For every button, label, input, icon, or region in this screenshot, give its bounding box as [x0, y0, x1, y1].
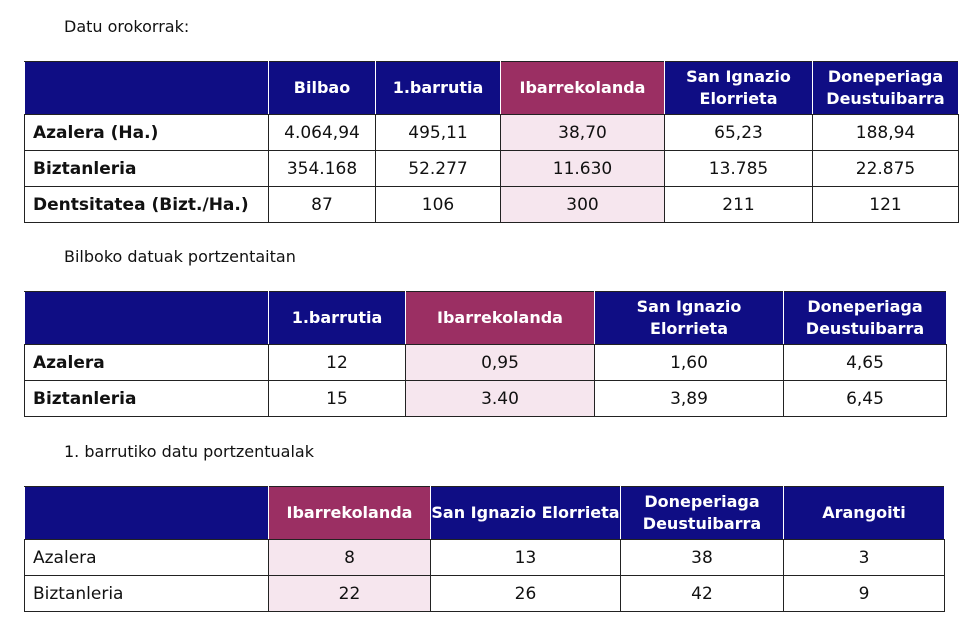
table-cell: 12	[269, 345, 406, 381]
table-cell: 8	[269, 540, 431, 576]
header-cell-empty	[25, 292, 269, 345]
table-cell: 15	[269, 381, 406, 417]
row-label: Dentsitatea (Bizt./Ha.)	[25, 187, 269, 223]
table-cell: 87	[269, 187, 376, 223]
header-cell-ibarrekolanda: Ibarrekolanda	[269, 487, 431, 540]
row-label: Biztanleria	[25, 151, 269, 187]
table-cell: 4,65	[784, 345, 947, 381]
row-label: Azalera (Ha.)	[25, 115, 269, 151]
header-cell-doneperiaga: Doneperiaga Deustuibarra	[813, 62, 959, 115]
table-row	[25, 345, 947, 381]
table-cell: 188,94	[813, 115, 959, 151]
table-cell: 121	[813, 187, 959, 223]
header-cell-bilbao: Bilbao	[269, 62, 376, 115]
table-cell: 22.875	[813, 151, 959, 187]
table-header-row	[25, 292, 947, 345]
table-cell: 52.277	[376, 151, 501, 187]
table-cell: 3.40	[406, 381, 595, 417]
table-cell: 38	[621, 540, 784, 576]
bilbao-percent-table	[24, 291, 947, 417]
table-cell: 38,70	[501, 115, 665, 151]
table-cell: 300	[501, 187, 665, 223]
header-cell-doneperiaga: Doneperiaga Deustuibarra	[784, 292, 947, 345]
table-row	[25, 151, 959, 187]
header-cell-barrutia: 1.barrutia	[376, 62, 501, 115]
table-cell: 65,23	[665, 115, 813, 151]
header-cell-barrutia: 1.barrutia	[269, 292, 406, 345]
row-label: Biztanleria	[25, 576, 269, 612]
header-cell-san-ignazio: San Ignazio Elorrieta	[665, 62, 813, 115]
table-cell: 211	[665, 187, 813, 223]
table-cell: 495,11	[376, 115, 501, 151]
header-cell-arangoiti: Arangoiti	[784, 487, 945, 540]
table-header-row	[25, 487, 945, 540]
row-label: Azalera	[25, 540, 269, 576]
table-cell: 42	[621, 576, 784, 612]
table-cell: 13.785	[665, 151, 813, 187]
general-data-table	[24, 61, 959, 223]
table-cell: 354.168	[269, 151, 376, 187]
section-3-caption: 1. barrutiko datu portzentualak	[64, 442, 314, 461]
table-cell: 22	[269, 576, 431, 612]
section-1-caption: Datu orokorrak:	[64, 17, 190, 36]
table-cell: 106	[376, 187, 501, 223]
header-cell-doneperiaga: Doneperiaga Deustuibarra	[621, 487, 784, 540]
header-cell-san-ignazio: San Ignazio Elorrieta	[595, 292, 784, 345]
table-row	[25, 115, 959, 151]
table-cell: 26	[431, 576, 621, 612]
row-label: Biztanleria	[25, 381, 269, 417]
table-cell: 3	[784, 540, 945, 576]
district-percent-table	[24, 486, 945, 612]
table-cell: 13	[431, 540, 621, 576]
table-row	[25, 540, 945, 576]
table-cell: 9	[784, 576, 945, 612]
table-cell: 6,45	[784, 381, 947, 417]
header-cell-ibarrekolanda: Ibarrekolanda	[501, 62, 665, 115]
row-label: Azalera	[25, 345, 269, 381]
section-2-caption: Bilboko datuak portzentaitan	[64, 247, 296, 266]
table-row	[25, 187, 959, 223]
table-cell: 0,95	[406, 345, 595, 381]
table-cell: 3,89	[595, 381, 784, 417]
table-cell: 11.630	[501, 151, 665, 187]
table-row	[25, 381, 947, 417]
table-cell: 1,60	[595, 345, 784, 381]
table-row	[25, 576, 945, 612]
table-header-row	[25, 62, 959, 115]
table-cell: 4.064,94	[269, 115, 376, 151]
header-cell-san-ignazio: San Ignazio Elorrieta	[431, 487, 621, 540]
header-cell-empty	[25, 62, 269, 115]
header-cell-empty	[25, 487, 269, 540]
header-cell-ibarrekolanda: Ibarrekolanda	[406, 292, 595, 345]
